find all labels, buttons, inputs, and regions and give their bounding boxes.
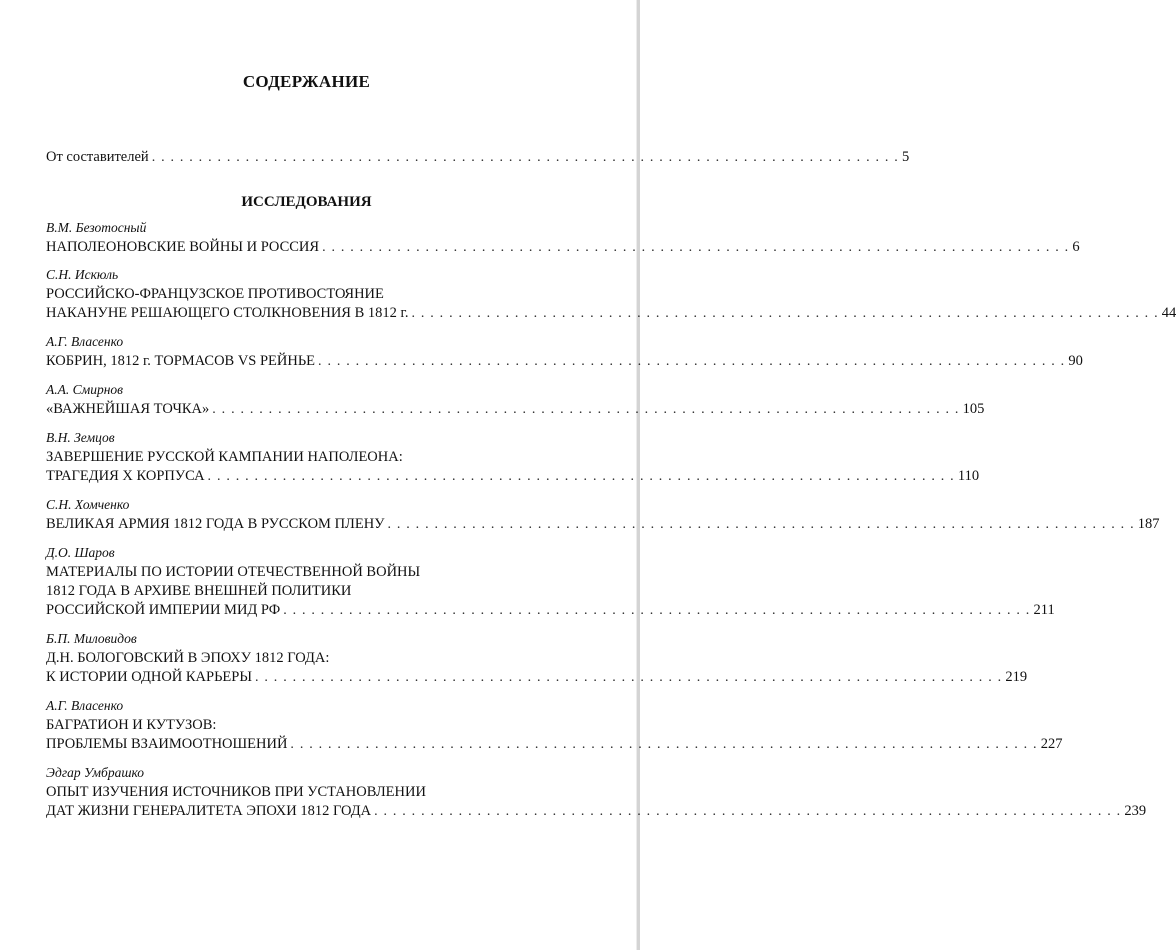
page-title: СОДЕРЖАНИЕ: [242, 72, 371, 91]
entry-title-text: ДАТ ЖИЗНИ ГЕНЕРАЛИТЕТА ЭПОХИ 1812 ГОДА: [46, 803, 372, 819]
entry-title-line[interactable]: Д.Н. БОЛОГОВСКИЙ В ЭПОХУ 1812 ГОДА:: [46, 650, 330, 666]
leader-dots: . . . . . . . . . . . . . . . . . . . . . . . . . . . . . . . . . . . . . . . . . . . . . . . . . . . . . . . . . . . . . . . . . . . . . . . . . . . . . . . .: [151, 150, 899, 165]
leader-dots: . . . . . . . . . . . . . . . . . . . . . . . . . . . . . . . . . . . . . . . . . . . . . . . . . . . . . . . . . . . . . . . . . . . . . . . . . . . . . . . .: [411, 306, 1159, 321]
entry-title-line[interactable]: [46, 734, 1063, 754]
entry-title-text: «ВАЖНЕЙШАЯ ТОЧКА»: [46, 401, 210, 417]
entry-page: 187: [1137, 516, 1160, 532]
entry-title-line[interactable]: ЗАВЕРШЕНИЕ РУССКОЙ КАМПАНИИ НАПОЛЕОНА:: [46, 449, 403, 465]
entry-author: Эдгар Умбрашко: [46, 765, 145, 780]
entry-author: А.А. Смирнов: [46, 382, 124, 397]
entry-author: С.Н. Хомченко: [46, 497, 130, 512]
entry-author: А.Г. Власенко: [46, 698, 124, 713]
entry-page: 6: [1072, 239, 1080, 255]
leader-dots: . . . . . . . . . . . . . . . . . . . . . . . . . . . . . . . . . . . . . . . . . . . . . . . . . . . . . . . . . . . . . . . . . . . . . . . . . . . . . . . .: [374, 804, 1122, 819]
entry-title-text: РОССИЙСКОЙ ИМПЕРИИ МИД РФ: [46, 602, 281, 618]
entry-page: 110: [957, 468, 980, 484]
entry-title-line[interactable]: БАГРАТИОН И КУТУЗОВ:: [46, 717, 217, 733]
entry-author: В.Н. Земцов: [46, 430, 115, 445]
entry-title-text: ПРОБЛЕМЫ ВЗАИМООТНОШЕНИЙ: [46, 736, 288, 752]
entry-page: 105: [962, 401, 985, 417]
leader-dots: . . . . . . . . . . . . . . . . . . . . . . . . . . . . . . . . . . . . . . . . . . . . . . . . . . . . . . . . . . . . . . . . . . . . . . . . . . . . . . . .: [318, 354, 1066, 369]
preface-label: От составителей: [46, 149, 149, 165]
entry-title-line[interactable]: [46, 600, 1055, 620]
section-heading: ИССЛЕДОВАНИЯ: [241, 194, 372, 210]
entry-title-text: К ИСТОРИИ ОДНОЙ КАРЬЕРЫ: [46, 669, 252, 685]
entry-title-line[interactable]: [46, 237, 1080, 257]
entry-title-text: НАПОЛЕОНОВСКИЕ ВОЙНЫ И РОССИЯ: [46, 239, 320, 255]
leader-dots: . . . . . . . . . . . . . . . . . . . . . . . . . . . . . . . . . . . . . . . . . . . . . . . . . . . . . . . . . . . . . . . . . . . . . . . . . . . . . . . .: [283, 603, 1031, 618]
entry-title-text: КОБРИН, 1812 г. ТОРМАСОВ VS РЕЙНЬЕ: [46, 353, 316, 369]
entry-title-line[interactable]: МАТЕРИАЛЫ ПО ИСТОРИИ ОТЕЧЕСТВЕННОЙ ВОЙНЫ: [46, 564, 421, 580]
preface-entry[interactable]: [46, 147, 910, 167]
preface-page: 5: [902, 149, 910, 165]
entry-author: С.Н. Искюль: [46, 267, 119, 282]
entry-title-line[interactable]: [46, 399, 985, 419]
entry-title-line[interactable]: [46, 351, 1083, 371]
leader-dots: . . . . . . . . . . . . . . . . . . . . . . . . . . . . . . . . . . . . . . . . . . . . . . . . . . . . . . . . . . . . . . . . . . . . . . . . . . . . . . . .: [255, 670, 1003, 685]
entry-page: 90: [1068, 353, 1083, 369]
entry-title-line[interactable]: РОССИЙСКО-ФРАНЦУЗСКОЕ ПРОТИВОСТОЯНИЕ: [46, 286, 384, 302]
entry-page: 239: [1124, 803, 1147, 819]
entry-page: 227: [1040, 736, 1063, 752]
entry-title-line[interactable]: [46, 667, 1028, 687]
leader-dots: . . . . . . . . . . . . . . . . . . . . . . . . . . . . . . . . . . . . . . . . . . . . . . . . . . . . . . . . . . . . . . . . . . . . . . . . . . . . . . . .: [322, 240, 1070, 255]
leader-dots: . . . . . . . . . . . . . . . . . . . . . . . . . . . . . . . . . . . . . . . . . . . . . . . . . . . . . . . . . . . . . . . . . . . . . . . . . . . . . . . .: [207, 469, 955, 484]
entry-author: Д.О. Шаров: [46, 545, 115, 560]
entry-title-line[interactable]: [46, 466, 980, 486]
entry-page: 219: [1005, 669, 1028, 685]
entry-title-line[interactable]: [46, 514, 1160, 534]
entry-title-line[interactable]: ОПЫТ ИЗУЧЕНИЯ ИСТОЧНИКОВ ПРИ УСТАНОВЛЕНИИ: [46, 784, 426, 800]
leader-dots: . . . . . . . . . . . . . . . . . . . . . . . . . . . . . . . . . . . . . . . . . . . . . . . . . . . . . . . . . . . . . . . . . . . . . . . . . . . . . . . .: [290, 737, 1038, 752]
entry-title-text: ВЕЛИКАЯ АРМИЯ 1812 ГОДА В РУССКОМ ПЛЕНУ: [46, 516, 385, 532]
entry-title-text: ТРАГЕДИЯ Х КОРПУСА: [46, 468, 205, 484]
entry-title-line[interactable]: 1812 ГОДА В АРХИВЕ ВНЕШНЕЙ ПОЛИТИКИ: [46, 583, 352, 599]
entry-author: В.М. Безотосный: [46, 220, 147, 235]
entry-title-line[interactable]: [46, 303, 1176, 323]
entry-page: 44: [1161, 305, 1176, 321]
leader-dots: . . . . . . . . . . . . . . . . . . . . . . . . . . . . . . . . . . . . . . . . . . . . . . . . . . . . . . . . . . . . . . . . . . . . . . . . . . . . . . . .: [387, 517, 1135, 532]
entry-title-text: НАКАНУНЕ РЕШАЮЩЕГО СТОЛКНОВЕНИЯ В 1812 г.: [46, 305, 409, 321]
entry-page: 211: [1033, 602, 1055, 618]
entry-author: Б.П. Миловидов: [46, 631, 137, 646]
entry-title-line[interactable]: [46, 801, 1147, 821]
entry-author: А.Г. Власенко: [46, 334, 124, 349]
leader-dots: . . . . . . . . . . . . . . . . . . . . . . . . . . . . . . . . . . . . . . . . . . . . . . . . . . . . . . . . . . . . . . . . . . . . . . . . . . . . . . . .: [212, 402, 960, 417]
